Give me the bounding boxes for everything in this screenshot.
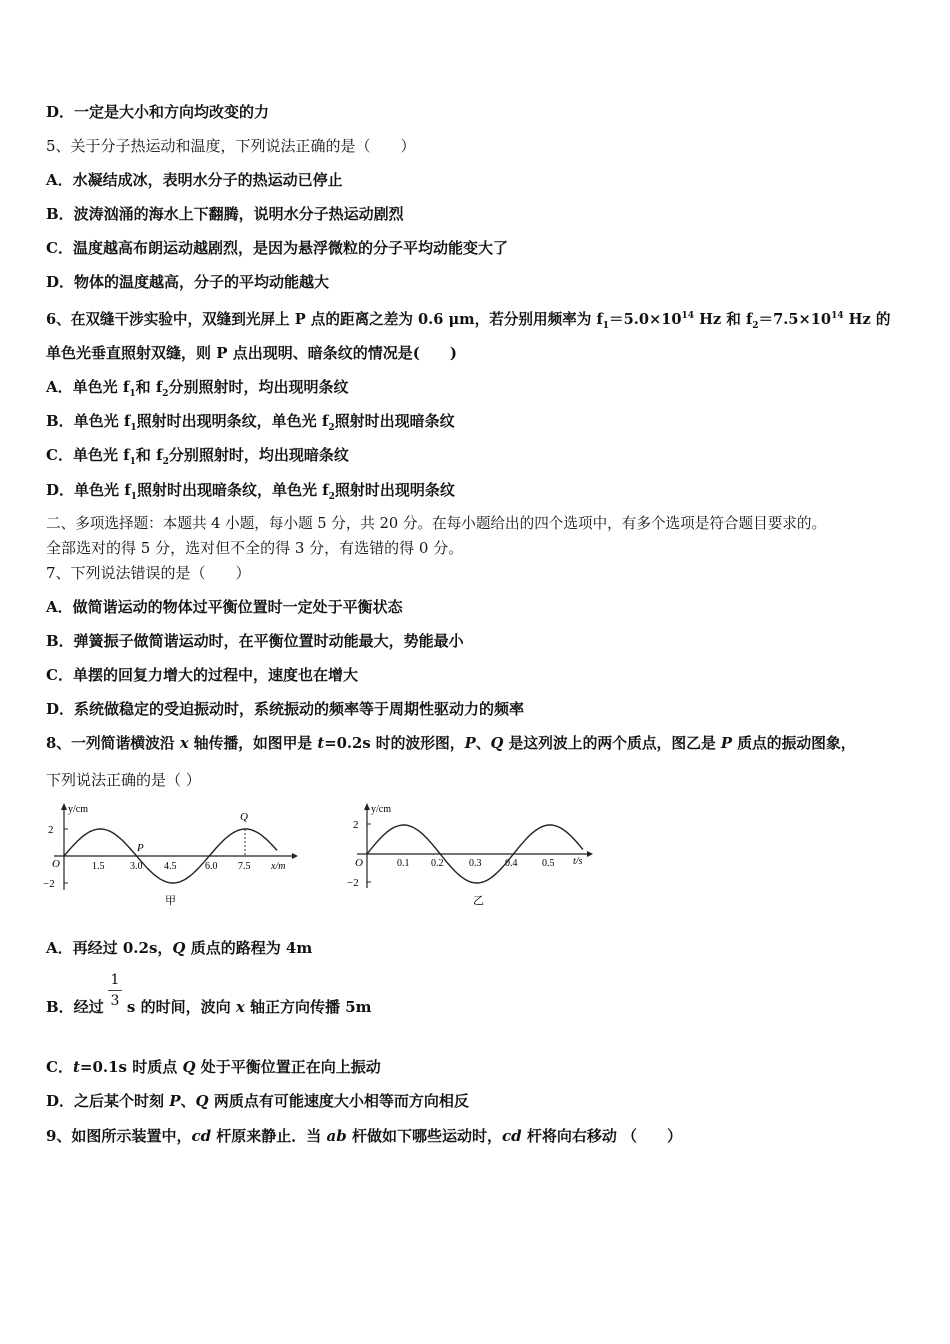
x-label: x/m <box>271 861 286 872</box>
wave-graph-jia <box>40 798 300 910</box>
x-axis-arrow <box>292 853 298 859</box>
figure-caption-jia: 甲 <box>165 895 176 907</box>
q8-option-c: C．t=0.1s 时质点 Q 处于平衡位置正在向上振动 <box>46 1058 381 1076</box>
ttick-2: 0.2 <box>431 858 444 869</box>
q7-option-c: C．单摆的回复力增大的过程中，速度也在增大 <box>46 666 358 684</box>
ttick-1: 0.1 <box>397 858 410 869</box>
q6-option-c: C．单色光 $f_1$和 $f_2$分别照射时，均出现暗条纹 <box>46 446 349 467</box>
q7-stem: 7、下列说法错误的是（ ） <box>46 564 251 582</box>
ytick-2: 2 <box>353 819 359 831</box>
y-axis-arrow <box>364 803 370 810</box>
q6-stem-line2: 单色光垂直照射双缝，则 P 点出现明、暗条纹的情况是( ) <box>46 344 457 362</box>
xtick-5: 7.5 <box>238 861 251 872</box>
q5-stem: 5、关于分子热运动和温度，下列说法正确的是（ ） <box>46 137 416 155</box>
q8-stem-line1: 8、一列简谐横波沿 x 轴传播，如图甲是 t=0.2s 时的波形图，P、Q 是这列波上的两个质点，图乙是 P 质点的振动图象， <box>46 735 856 752</box>
q5-option-c: C．温度越高布朗运动越剧烈，是因为悬浮微粒的分子平均动能变大了 <box>46 239 508 257</box>
ytick-2: 2 <box>48 824 54 836</box>
ttick-3: 0.3 <box>469 858 482 869</box>
q6-stem-line1: 6、在双缝干涉实验中，双缝到光屏上 P 点的距离之差为 0.6 μm，若分别用频率为 $f_1=5.0\times 10^{14}$ Hz 和 $f_2=7.5\times 10^{14}$ Hz 的 <box>46 310 891 331</box>
ttick-5: 0.5 <box>542 858 555 869</box>
origin-label: O <box>52 858 60 870</box>
xtick-4: 6.0 <box>205 861 218 872</box>
q5-option-b: B．波涛汹涌的海水上下翻腾，说明水分子热运动剧烈 <box>46 205 404 223</box>
point-q-label: Q <box>240 811 248 823</box>
xtick-3: 4.5 <box>164 861 177 872</box>
t-label: t/s <box>573 856 583 867</box>
figure-caption-yi: 乙 <box>473 895 484 907</box>
section2-heading-line2: 全部选对的得 5 分，选对但不全的得 3 分，有选错的得 0 分。 <box>46 539 464 557</box>
y-label: y/cm <box>371 804 391 815</box>
t-axis-arrow <box>587 851 593 857</box>
q6-option-b: B．单色光 $f_1$照射时出现明条纹，单色光 $f_2$照射时出现暗条纹 <box>46 412 455 433</box>
origin-label: O <box>355 857 363 869</box>
q9-stem: 9、如图所示装置中，cd 杆原来静止．当 ab 杆做如下哪些运动时，cd 杆将向右移动 （ ） <box>46 1127 683 1145</box>
q6-option-a: A．单色光 $f_1$和 $f_2$分别照射时，均出现明条纹 <box>46 378 349 399</box>
q8-option-d: D．之后某个时刻 P、Q 两质点有可能速度大小相等而方向相反 <box>46 1092 469 1110</box>
ttick-4: 0.4 <box>505 858 518 869</box>
xtick-2: 3.0 <box>130 861 143 872</box>
q8-option-b: B．经过 s 的时间，波向 x 轴正方向传播 5m <box>46 998 372 1016</box>
y-label: y/cm <box>68 804 88 815</box>
section2-heading-line1: 二、多项选择题：本题共 4 小题，每小题 5 分，共 20 分。在每小题给出的四个选项中，有多个选项是符合题目要求的。 <box>46 515 827 532</box>
q5-option-d: D．物体的温度越高，分子的平均动能越大 <box>46 273 330 291</box>
xtick-1: 1.5 <box>92 861 105 872</box>
fraction-numerator: 1 <box>110 972 120 988</box>
q7-option-d: D．系统做稳定的受迫振动时，系统振动的频率等于周期性驱动力的频率 <box>46 700 525 718</box>
ytick-neg2: −2 <box>43 878 55 890</box>
q8-option-a: A．再经过 0.2s，Q 质点的路程为 4m <box>46 939 313 957</box>
q5-option-a: A．水凝结成冰，表明水分子的热运动已停止 <box>46 171 343 189</box>
q8-stem-line2: 下列说法正确的是（ ） <box>46 771 201 789</box>
ytick-neg2: −2 <box>347 877 359 889</box>
q4-option-d: D．一定是大小和方向均改变的力 <box>46 103 270 121</box>
q7-option-a: A．做简谐运动的物体过平衡位置时一定处于平衡状态 <box>46 598 403 616</box>
fraction-denominator: 3 <box>110 993 120 1009</box>
q6-option-d: D．单色光 $f_1$照射时出现暗条纹，单色光 $f_2$照射时出现明条纹 <box>46 481 455 502</box>
y-axis-arrow <box>61 803 67 810</box>
q7-option-b: B．弹簧振子做简谐运动时，在平衡位置时动能最大，势能最小 <box>46 632 464 650</box>
vibration-graph-yi <box>345 798 600 910</box>
point-p-label: P <box>137 842 144 854</box>
